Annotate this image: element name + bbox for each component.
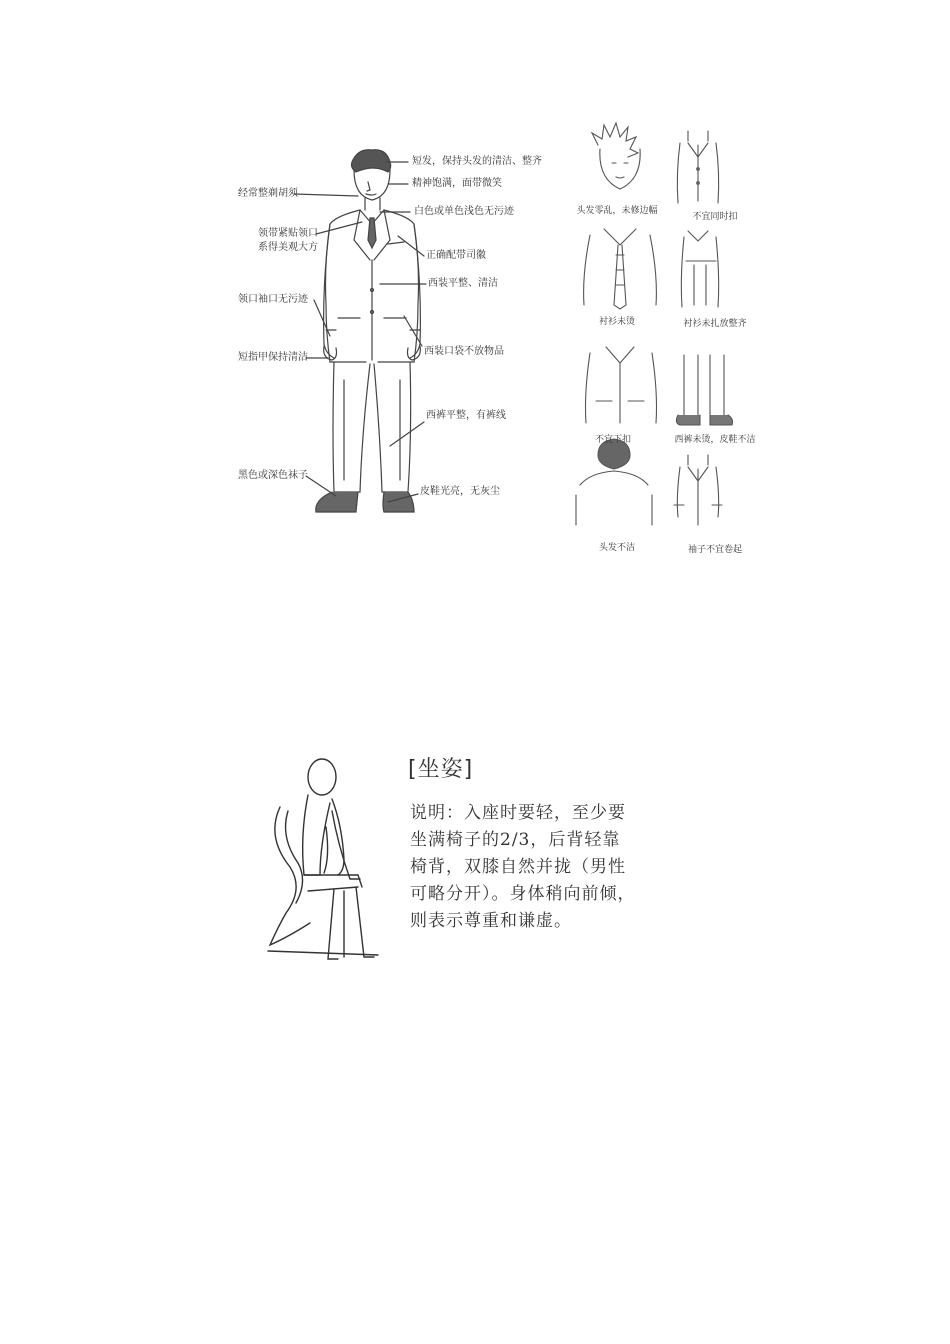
label-tie-line2: 系得美观大方 (258, 242, 318, 253)
caption-dirty-hair: 头发不洁 (598, 543, 635, 553)
caption-shirt-unironed: 衬衫未烫 (598, 317, 635, 327)
label-pocket-empty: 西装口袋不放物品 (424, 346, 504, 357)
label-spirited-smile: 精神饱满，面带微笑 (412, 178, 502, 189)
label-tie-line1: 领带紧贴领口 (258, 228, 318, 239)
bad-examples-sketches (560, 125, 770, 560)
bad-examples-grid (560, 125, 770, 560)
description-line: 说明：入座时要轻，至少要 (410, 803, 626, 823)
caption-shirt-untucked: 衬衫未扎放整齐 (683, 319, 747, 329)
sitting-posture-description (410, 800, 700, 935)
label-nails: 短指甲保持清洁 (238, 352, 308, 363)
label-shave: 经常整剃胡须 (238, 188, 298, 199)
grooming-figure (220, 140, 540, 530)
description-line: 可略分开）。身体稍向前倾， (410, 884, 636, 904)
caption-sleeves-rolled: 袖子不宜卷起 (687, 545, 742, 555)
label-short-hair: 短发，保持头发的清洁、整齐 (412, 156, 542, 167)
description-line: 椅背，双膝自然并拢（男性 (410, 857, 626, 877)
label-dark-socks: 黑色或深色袜子 (238, 470, 308, 481)
description-line: 则表示尊重和谦虚。 (410, 911, 572, 931)
description-line: 坐满椅子的2/3，后背轻靠 (410, 830, 621, 850)
label-shirt-color: 白色或单色浅色无污迹 (414, 206, 514, 217)
label-trousers-crease: 西裤平整，有裤线 (426, 410, 506, 421)
caption-trousers-shoes: 西裤未烫，皮鞋不洁 (674, 435, 756, 445)
caption-not-both-buttons: 不宜同时扣 (692, 212, 738, 222)
label-shoes-shiny: 皮鞋光亮，无灰尘 (420, 486, 500, 497)
sitting-figure-sketch (262, 755, 392, 965)
label-suit-clean: 西装平整、清洁 (428, 278, 498, 289)
label-company-badge: 正确配带司徽 (426, 250, 486, 261)
label-collar-cuff: 领口袖口无污迹 (238, 294, 308, 305)
sitting-posture-title: [坐姿] (408, 757, 474, 782)
caption-no-bottom-button: 不宜下扣 (594, 435, 631, 445)
caption-messy-hair: 头发零乱，未修边幅 (576, 206, 658, 216)
